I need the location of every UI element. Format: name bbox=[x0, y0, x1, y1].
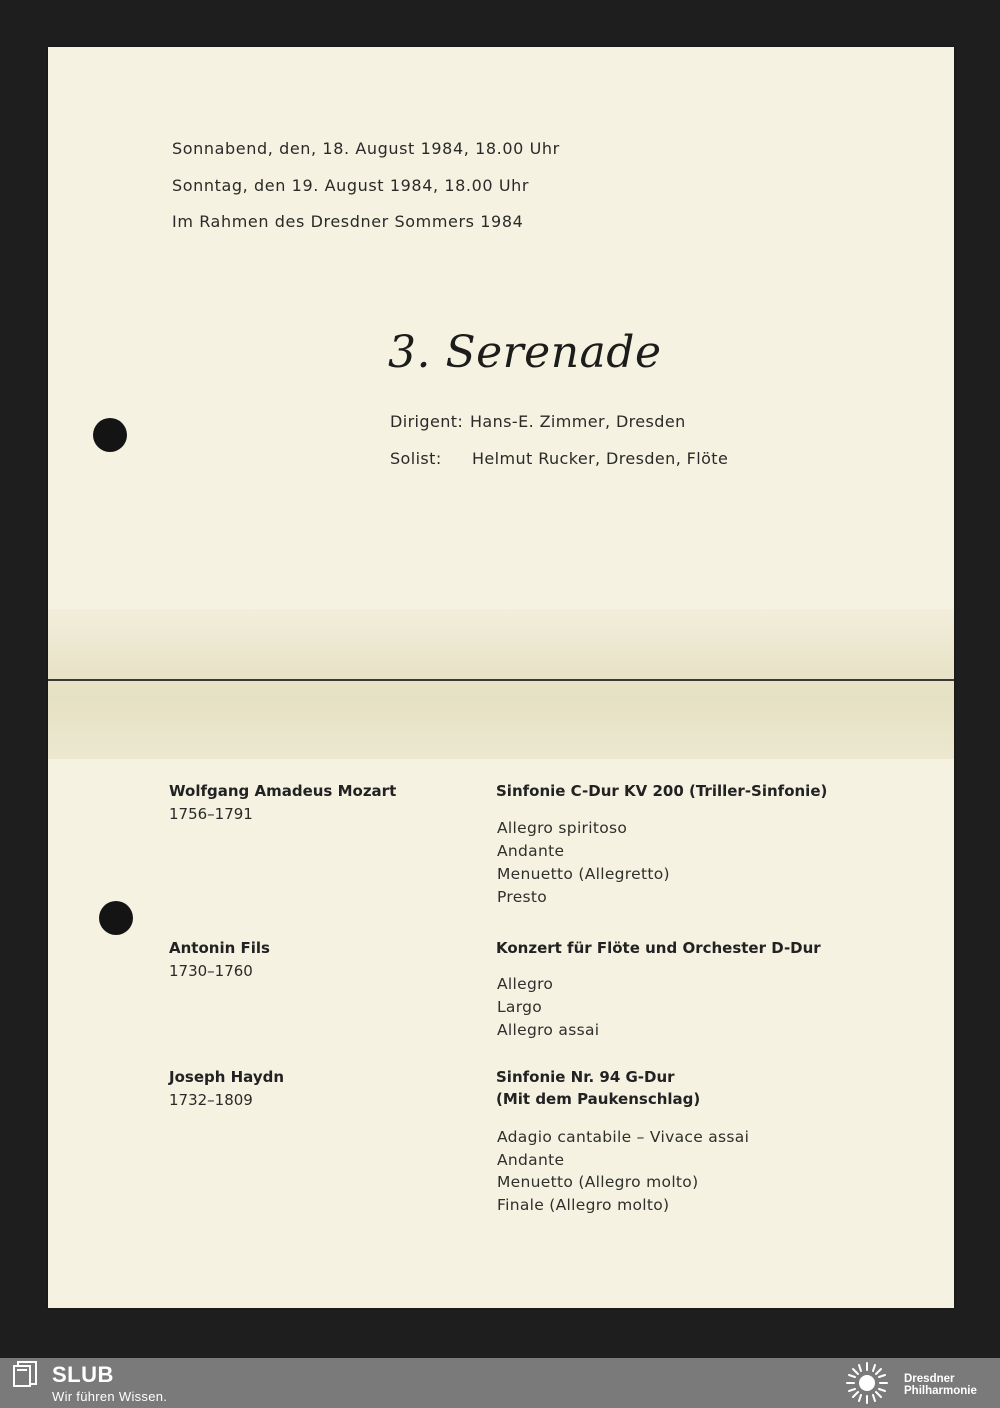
work-subtitle: (Mit dem Paukenschlag) bbox=[496, 1090, 701, 1108]
slub-name: SLUB bbox=[52, 1362, 114, 1387]
fold-line bbox=[48, 679, 954, 681]
date-line-2: Sonntag, den 19. August 1984, 18.00 Uhr bbox=[172, 176, 530, 195]
work-title: Konzert für Flöte und Orchester D-Dur bbox=[496, 939, 821, 957]
movement: Andante bbox=[497, 1151, 565, 1169]
movement: Allegro assai bbox=[497, 1021, 600, 1039]
date-line-1: Sonnabend, den, 18. August 1984, 18.00 Uhr bbox=[172, 139, 560, 158]
sunburst-logo-icon bbox=[842, 1360, 892, 1406]
movement: Allegro spiritoso bbox=[497, 819, 628, 837]
footer-bar bbox=[0, 1358, 1000, 1408]
context-line: Im Rahmen des Dresdner Sommers 1984 bbox=[172, 212, 524, 231]
punch-hole-top bbox=[93, 418, 127, 452]
program-sheet bbox=[48, 47, 954, 1308]
composer-years: 1756–1791 bbox=[169, 805, 253, 823]
soloist-label: Solist: bbox=[390, 449, 442, 468]
composer-years: 1730–1760 bbox=[169, 962, 253, 980]
movement: Menuetto (Allegretto) bbox=[497, 865, 670, 883]
composer-years: 1732–1809 bbox=[169, 1091, 253, 1109]
book-icon bbox=[10, 1361, 40, 1391]
soloist-name: Helmut Rucker, Dresden, Flöte bbox=[472, 449, 729, 468]
movement: Allegro bbox=[497, 975, 554, 993]
partner-line-2: Philharmonie bbox=[904, 1385, 977, 1397]
work-title: Sinfonie C-Dur KV 200 (Triller-Sinfonie) bbox=[496, 782, 828, 800]
composer-name: Joseph Haydn bbox=[169, 1068, 285, 1086]
movement: Menuetto (Allegro molto) bbox=[497, 1173, 699, 1191]
conductor-label: Dirigent: bbox=[390, 412, 464, 431]
partner-name bbox=[904, 1373, 977, 1397]
partner-line-1: Dresdner bbox=[904, 1373, 955, 1385]
concert-title: 3. Serenade bbox=[388, 327, 662, 378]
movement: Largo bbox=[497, 998, 543, 1016]
movement: Finale (Allegro molto) bbox=[497, 1196, 670, 1214]
movement: Adagio cantabile – Vivace assai bbox=[497, 1128, 750, 1146]
slub-tagline: Wir führen Wissen. bbox=[52, 1389, 168, 1404]
punch-hole-bottom bbox=[99, 901, 133, 935]
conductor-name: Hans-E. Zimmer, Dresden bbox=[470, 412, 686, 431]
work-title: Sinfonie Nr. 94 G-Dur bbox=[496, 1068, 675, 1086]
movement: Presto bbox=[497, 888, 548, 906]
movement: Andante bbox=[497, 842, 565, 860]
composer-name: Antonin Fils bbox=[169, 939, 270, 957]
composer-name: Wolfgang Amadeus Mozart bbox=[169, 782, 397, 800]
fold-shadow bbox=[48, 609, 954, 759]
